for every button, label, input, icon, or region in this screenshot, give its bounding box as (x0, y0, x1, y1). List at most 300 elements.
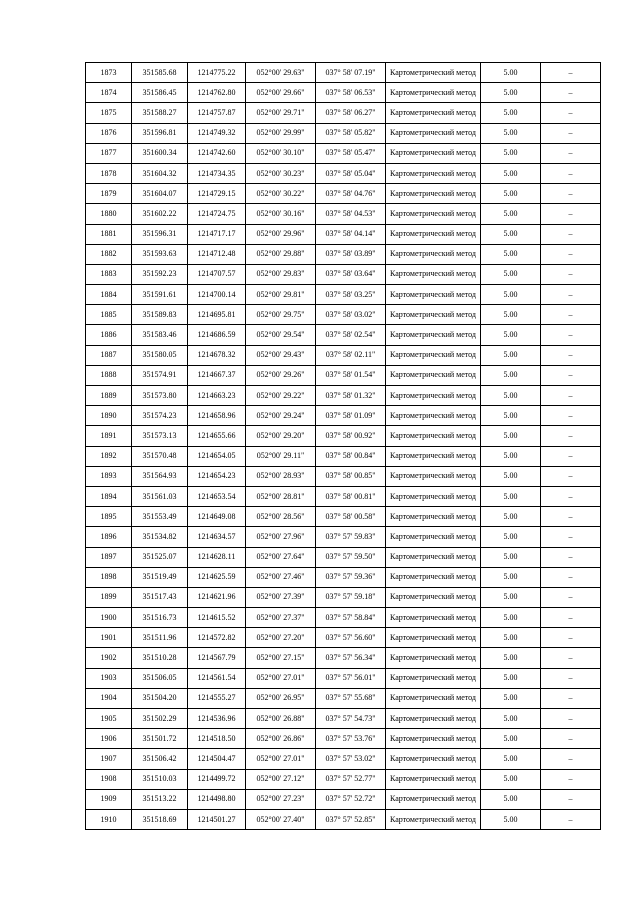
method-cell: Картометрический метод (386, 163, 481, 183)
table-row (86, 789, 601, 809)
note-cell: – (541, 406, 601, 426)
note-cell: – (541, 809, 601, 829)
method-cell: Картометрический метод (386, 285, 481, 305)
y-coordinate-cell: 1214695.81 (188, 305, 246, 325)
table-row (86, 446, 601, 466)
table-row (86, 567, 601, 587)
y-coordinate-cell: 1214742.60 (188, 143, 246, 163)
note-cell: – (541, 608, 601, 628)
longitude-cell: 037° 58' 05.47" (316, 143, 386, 163)
accuracy-cell: 5.00 (481, 486, 541, 506)
y-coordinate-cell: 1214762.80 (188, 83, 246, 103)
y-coordinate-cell: 1214653.54 (188, 486, 246, 506)
latitude-cell: 052°00' 30.16" (246, 204, 316, 224)
method-cell: Картометрический метод (386, 224, 481, 244)
point-number-cell: 1883 (86, 264, 132, 284)
table-row (86, 729, 601, 749)
x-coordinate-cell: 351506.42 (132, 749, 188, 769)
point-number-cell: 1889 (86, 386, 132, 406)
note-cell: – (541, 709, 601, 729)
point-number-cell: 1908 (86, 769, 132, 789)
latitude-cell: 052°00' 27.01" (246, 749, 316, 769)
accuracy-cell: 5.00 (481, 769, 541, 789)
point-number-cell: 1890 (86, 406, 132, 426)
latitude-cell: 052°00' 26.88" (246, 709, 316, 729)
longitude-cell: 037° 58' 02.54" (316, 325, 386, 345)
accuracy-cell: 5.00 (481, 567, 541, 587)
note-cell: – (541, 123, 601, 143)
y-coordinate-cell: 1214621.96 (188, 587, 246, 607)
x-coordinate-cell: 351501.72 (132, 729, 188, 749)
longitude-cell: 037° 57' 56.34" (316, 648, 386, 668)
y-coordinate-cell: 1214749.32 (188, 123, 246, 143)
y-coordinate-cell: 1214655.66 (188, 426, 246, 446)
longitude-cell: 037° 58' 03.89" (316, 244, 386, 264)
note-cell: – (541, 224, 601, 244)
method-cell: Картометрический метод (386, 143, 481, 163)
method-cell: Картометрический метод (386, 648, 481, 668)
table-row (86, 688, 601, 708)
latitude-cell: 052°00' 27.39" (246, 587, 316, 607)
x-coordinate-cell: 351589.83 (132, 305, 188, 325)
table-row (86, 264, 601, 284)
accuracy-cell: 5.00 (481, 285, 541, 305)
x-coordinate-cell: 351596.81 (132, 123, 188, 143)
y-coordinate-cell: 1214678.32 (188, 345, 246, 365)
point-number-cell: 1882 (86, 244, 132, 264)
method-cell: Картометрический метод (386, 264, 481, 284)
latitude-cell: 052°00' 28.93" (246, 466, 316, 486)
method-cell: Картометрический метод (386, 204, 481, 224)
point-number-cell: 1900 (86, 608, 132, 628)
x-coordinate-cell: 351574.91 (132, 365, 188, 385)
x-coordinate-cell: 351574.23 (132, 406, 188, 426)
method-cell: Картометрический метод (386, 668, 481, 688)
point-number-cell: 1905 (86, 709, 132, 729)
point-number-cell: 1877 (86, 143, 132, 163)
note-cell: – (541, 587, 601, 607)
longitude-cell: 037° 58' 04.76" (316, 184, 386, 204)
point-number-cell: 1895 (86, 507, 132, 527)
method-cell: Картометрический метод (386, 729, 481, 749)
note-cell: – (541, 567, 601, 587)
x-coordinate-cell: 351516.73 (132, 608, 188, 628)
longitude-cell: 037° 57' 59.83" (316, 527, 386, 547)
x-coordinate-cell: 351583.46 (132, 325, 188, 345)
longitude-cell: 037° 57' 52.85" (316, 809, 386, 829)
longitude-cell: 037° 57' 56.01" (316, 668, 386, 688)
x-coordinate-cell: 351502.29 (132, 709, 188, 729)
method-cell: Картометрический метод (386, 507, 481, 527)
y-coordinate-cell: 1214724.75 (188, 204, 246, 224)
longitude-cell: 037° 58' 01.09" (316, 406, 386, 426)
method-cell: Картометрический метод (386, 769, 481, 789)
x-coordinate-cell: 351553.49 (132, 507, 188, 527)
method-cell: Картометрический метод (386, 325, 481, 345)
accuracy-cell: 5.00 (481, 668, 541, 688)
note-cell: – (541, 789, 601, 809)
y-coordinate-cell: 1214654.05 (188, 446, 246, 466)
note-cell: – (541, 365, 601, 385)
y-coordinate-cell: 1214536.96 (188, 709, 246, 729)
method-cell: Картометрический метод (386, 809, 481, 829)
longitude-cell: 037° 58' 00.92" (316, 426, 386, 446)
latitude-cell: 052°00' 26.95" (246, 688, 316, 708)
latitude-cell: 052°00' 29.20" (246, 426, 316, 446)
longitude-cell: 037° 58' 05.04" (316, 163, 386, 183)
note-cell: – (541, 184, 601, 204)
y-coordinate-cell: 1214658.96 (188, 406, 246, 426)
accuracy-cell: 5.00 (481, 83, 541, 103)
table-row (86, 325, 601, 345)
point-number-cell: 1878 (86, 163, 132, 183)
latitude-cell: 052°00' 27.01" (246, 668, 316, 688)
y-coordinate-cell: 1214518.50 (188, 729, 246, 749)
table-row (86, 305, 601, 325)
table-row (86, 345, 601, 365)
table-row (86, 224, 601, 244)
accuracy-cell: 5.00 (481, 587, 541, 607)
accuracy-cell: 5.00 (481, 709, 541, 729)
method-cell: Картометрический метод (386, 567, 481, 587)
latitude-cell: 052°00' 27.46" (246, 567, 316, 587)
method-cell: Картометрический метод (386, 386, 481, 406)
accuracy-cell: 5.00 (481, 466, 541, 486)
latitude-cell: 052°00' 29.63" (246, 63, 316, 83)
table-row (86, 587, 601, 607)
point-number-cell: 1874 (86, 83, 132, 103)
accuracy-cell: 5.00 (481, 648, 541, 668)
x-coordinate-cell: 351586.45 (132, 83, 188, 103)
latitude-cell: 052°00' 29.22" (246, 386, 316, 406)
method-cell: Картометрический метод (386, 406, 481, 426)
method-cell: Картометрический метод (386, 305, 481, 325)
point-number-cell: 1884 (86, 285, 132, 305)
note-cell: – (541, 668, 601, 688)
x-coordinate-cell: 351596.31 (132, 224, 188, 244)
point-number-cell: 1897 (86, 547, 132, 567)
table-row (86, 163, 601, 183)
accuracy-cell: 5.00 (481, 325, 541, 345)
method-cell: Картометрический метод (386, 547, 481, 567)
method-cell: Картометрический метод (386, 103, 481, 123)
method-cell: Картометрический метод (386, 446, 481, 466)
accuracy-cell: 5.00 (481, 123, 541, 143)
accuracy-cell: 5.00 (481, 264, 541, 284)
longitude-cell: 037° 57' 55.68" (316, 688, 386, 708)
table-row (86, 668, 601, 688)
latitude-cell: 052°00' 29.54" (246, 325, 316, 345)
x-coordinate-cell: 351510.03 (132, 769, 188, 789)
longitude-cell: 037° 57' 59.36" (316, 567, 386, 587)
table-row (86, 184, 601, 204)
accuracy-cell: 5.00 (481, 365, 541, 385)
table-row (86, 123, 601, 143)
latitude-cell: 052°00' 27.12" (246, 769, 316, 789)
method-cell: Картометрический метод (386, 83, 481, 103)
point-number-cell: 1873 (86, 63, 132, 83)
y-coordinate-cell: 1214757.87 (188, 103, 246, 123)
table-row (86, 103, 601, 123)
x-coordinate-cell: 351519.49 (132, 567, 188, 587)
accuracy-cell: 5.00 (481, 729, 541, 749)
note-cell: – (541, 163, 601, 183)
point-number-cell: 1887 (86, 345, 132, 365)
x-coordinate-cell: 351570.48 (132, 446, 188, 466)
y-coordinate-cell: 1214628.11 (188, 547, 246, 567)
longitude-cell: 037° 58' 03.25" (316, 285, 386, 305)
note-cell: – (541, 628, 601, 648)
table-row (86, 608, 601, 628)
latitude-cell: 052°00' 30.10" (246, 143, 316, 163)
point-number-cell: 1909 (86, 789, 132, 809)
latitude-cell: 052°00' 27.37" (246, 608, 316, 628)
x-coordinate-cell: 351602.22 (132, 204, 188, 224)
accuracy-cell: 5.00 (481, 305, 541, 325)
y-coordinate-cell: 1214686.59 (188, 325, 246, 345)
point-number-cell: 1902 (86, 648, 132, 668)
method-cell: Картометрический метод (386, 63, 481, 83)
longitude-cell: 037° 58' 03.64" (316, 264, 386, 284)
x-coordinate-cell: 351593.63 (132, 244, 188, 264)
x-coordinate-cell: 351561.03 (132, 486, 188, 506)
note-cell: – (541, 264, 601, 284)
latitude-cell: 052°00' 27.15" (246, 648, 316, 668)
longitude-cell: 037° 57' 54.73" (316, 709, 386, 729)
latitude-cell: 052°00' 27.20" (246, 628, 316, 648)
note-cell: – (541, 63, 601, 83)
table-row (86, 769, 601, 789)
point-number-cell: 1894 (86, 486, 132, 506)
accuracy-cell: 5.00 (481, 527, 541, 547)
method-cell: Картометрический метод (386, 749, 481, 769)
longitude-cell: 037° 58' 01.54" (316, 365, 386, 385)
method-cell: Картометрический метод (386, 365, 481, 385)
note-cell: – (541, 285, 601, 305)
latitude-cell: 052°00' 29.96" (246, 224, 316, 244)
y-coordinate-cell: 1214663.23 (188, 386, 246, 406)
point-number-cell: 1885 (86, 305, 132, 325)
latitude-cell: 052°00' 28.56" (246, 507, 316, 527)
latitude-cell: 052°00' 29.24" (246, 406, 316, 426)
accuracy-cell: 5.00 (481, 608, 541, 628)
y-coordinate-cell: 1214654.23 (188, 466, 246, 486)
note-cell: – (541, 486, 601, 506)
latitude-cell: 052°00' 29.66" (246, 83, 316, 103)
accuracy-cell: 5.00 (481, 224, 541, 244)
y-coordinate-cell: 1214561.54 (188, 668, 246, 688)
latitude-cell: 052°00' 27.40" (246, 809, 316, 829)
table-row (86, 648, 601, 668)
table-row (86, 63, 601, 83)
accuracy-cell: 5.00 (481, 345, 541, 365)
point-number-cell: 1886 (86, 325, 132, 345)
note-cell: – (541, 103, 601, 123)
y-coordinate-cell: 1214572.82 (188, 628, 246, 648)
note-cell: – (541, 547, 601, 567)
table-body (86, 63, 601, 830)
point-number-cell: 1907 (86, 749, 132, 769)
longitude-cell: 037° 58' 05.82" (316, 123, 386, 143)
latitude-cell: 052°00' 29.81" (246, 285, 316, 305)
point-number-cell: 1879 (86, 184, 132, 204)
note-cell: – (541, 749, 601, 769)
note-cell: – (541, 83, 601, 103)
y-coordinate-cell: 1214615.52 (188, 608, 246, 628)
point-number-cell: 1893 (86, 466, 132, 486)
y-coordinate-cell: 1214499.72 (188, 769, 246, 789)
accuracy-cell: 5.00 (481, 204, 541, 224)
x-coordinate-cell: 351592.23 (132, 264, 188, 284)
note-cell: – (541, 244, 601, 264)
note-cell: – (541, 688, 601, 708)
latitude-cell: 052°00' 29.99" (246, 123, 316, 143)
point-number-cell: 1901 (86, 628, 132, 648)
note-cell: – (541, 648, 601, 668)
accuracy-cell: 5.00 (481, 507, 541, 527)
longitude-cell: 037° 57' 58.84" (316, 608, 386, 628)
accuracy-cell: 5.00 (481, 406, 541, 426)
x-coordinate-cell: 351534.82 (132, 527, 188, 547)
note-cell: – (541, 507, 601, 527)
x-coordinate-cell: 351604.07 (132, 184, 188, 204)
y-coordinate-cell: 1214700.14 (188, 285, 246, 305)
method-cell: Картометрический метод (386, 608, 481, 628)
table-row (86, 486, 601, 506)
note-cell: – (541, 386, 601, 406)
point-number-cell: 1898 (86, 567, 132, 587)
point-number-cell: 1876 (86, 123, 132, 143)
method-cell: Картометрический метод (386, 789, 481, 809)
accuracy-cell: 5.00 (481, 103, 541, 123)
x-coordinate-cell: 351600.34 (132, 143, 188, 163)
longitude-cell: 037° 57' 52.77" (316, 769, 386, 789)
method-cell: Картометрический метод (386, 527, 481, 547)
point-number-cell: 1896 (86, 527, 132, 547)
note-cell: – (541, 305, 601, 325)
method-cell: Картометрический метод (386, 709, 481, 729)
x-coordinate-cell: 351518.69 (132, 809, 188, 829)
y-coordinate-cell: 1214667.37 (188, 365, 246, 385)
latitude-cell: 052°00' 29.43" (246, 345, 316, 365)
longitude-cell: 037° 58' 00.58" (316, 507, 386, 527)
y-coordinate-cell: 1214555.27 (188, 688, 246, 708)
note-cell: – (541, 426, 601, 446)
longitude-cell: 037° 57' 53.76" (316, 729, 386, 749)
point-number-cell: 1899 (86, 587, 132, 607)
x-coordinate-cell: 351580.05 (132, 345, 188, 365)
latitude-cell: 052°00' 27.64" (246, 547, 316, 567)
y-coordinate-cell: 1214567.79 (188, 648, 246, 668)
note-cell: – (541, 446, 601, 466)
y-coordinate-cell: 1214625.59 (188, 567, 246, 587)
x-coordinate-cell: 351573.13 (132, 426, 188, 446)
x-coordinate-cell: 351513.22 (132, 789, 188, 809)
method-cell: Картометрический метод (386, 486, 481, 506)
longitude-cell: 037° 58' 01.32" (316, 386, 386, 406)
y-coordinate-cell: 1214734.35 (188, 163, 246, 183)
longitude-cell: 037° 58' 00.85" (316, 466, 386, 486)
x-coordinate-cell: 351604.32 (132, 163, 188, 183)
x-coordinate-cell: 351510.28 (132, 648, 188, 668)
method-cell: Картометрический метод (386, 345, 481, 365)
table-row (86, 143, 601, 163)
latitude-cell: 052°00' 29.11" (246, 446, 316, 466)
note-cell: – (541, 204, 601, 224)
x-coordinate-cell: 351511.96 (132, 628, 188, 648)
table-row (86, 386, 601, 406)
note-cell: – (541, 143, 601, 163)
longitude-cell: 037° 58' 03.02" (316, 305, 386, 325)
accuracy-cell: 5.00 (481, 244, 541, 264)
x-coordinate-cell: 351564.93 (132, 466, 188, 486)
latitude-cell: 052°00' 28.81" (246, 486, 316, 506)
point-number-cell: 1904 (86, 688, 132, 708)
method-cell: Картометрический метод (386, 184, 481, 204)
accuracy-cell: 5.00 (481, 163, 541, 183)
table-row (86, 709, 601, 729)
longitude-cell: 037° 58' 00.84" (316, 446, 386, 466)
longitude-cell: 037° 58' 07.19" (316, 63, 386, 83)
longitude-cell: 037° 57' 53.02" (316, 749, 386, 769)
point-number-cell: 1906 (86, 729, 132, 749)
accuracy-cell: 5.00 (481, 809, 541, 829)
x-coordinate-cell: 351525.07 (132, 547, 188, 567)
method-cell: Картометрический метод (386, 466, 481, 486)
note-cell: – (541, 527, 601, 547)
table-row (86, 83, 601, 103)
point-number-cell: 1888 (86, 365, 132, 385)
point-number-cell: 1881 (86, 224, 132, 244)
method-cell: Картометрический метод (386, 688, 481, 708)
y-coordinate-cell: 1214707.57 (188, 264, 246, 284)
note-cell: – (541, 729, 601, 749)
latitude-cell: 052°00' 27.23" (246, 789, 316, 809)
table-row (86, 426, 601, 446)
accuracy-cell: 5.00 (481, 749, 541, 769)
longitude-cell: 037° 58' 04.14" (316, 224, 386, 244)
table-row (86, 285, 601, 305)
note-cell: – (541, 325, 601, 345)
longitude-cell: 037° 57' 56.60" (316, 628, 386, 648)
x-coordinate-cell: 351585.68 (132, 63, 188, 83)
method-cell: Картометрический метод (386, 244, 481, 264)
accuracy-cell: 5.00 (481, 547, 541, 567)
y-coordinate-cell: 1214504.47 (188, 749, 246, 769)
longitude-cell: 037° 58' 06.53" (316, 83, 386, 103)
latitude-cell: 052°00' 29.83" (246, 264, 316, 284)
table-row (86, 547, 601, 567)
note-cell: – (541, 769, 601, 789)
latitude-cell: 052°00' 29.88" (246, 244, 316, 264)
latitude-cell: 052°00' 30.22" (246, 184, 316, 204)
point-number-cell: 1910 (86, 809, 132, 829)
accuracy-cell: 5.00 (481, 63, 541, 83)
table-row (86, 809, 601, 829)
accuracy-cell: 5.00 (481, 789, 541, 809)
table-row (86, 204, 601, 224)
y-coordinate-cell: 1214775.22 (188, 63, 246, 83)
accuracy-cell: 5.00 (481, 446, 541, 466)
y-coordinate-cell: 1214712.48 (188, 244, 246, 264)
table-row (86, 749, 601, 769)
latitude-cell: 052°00' 29.71" (246, 103, 316, 123)
accuracy-cell: 5.00 (481, 386, 541, 406)
latitude-cell: 052°00' 29.26" (246, 365, 316, 385)
latitude-cell: 052°00' 30.23" (246, 163, 316, 183)
table-row (86, 365, 601, 385)
x-coordinate-cell: 351504.20 (132, 688, 188, 708)
